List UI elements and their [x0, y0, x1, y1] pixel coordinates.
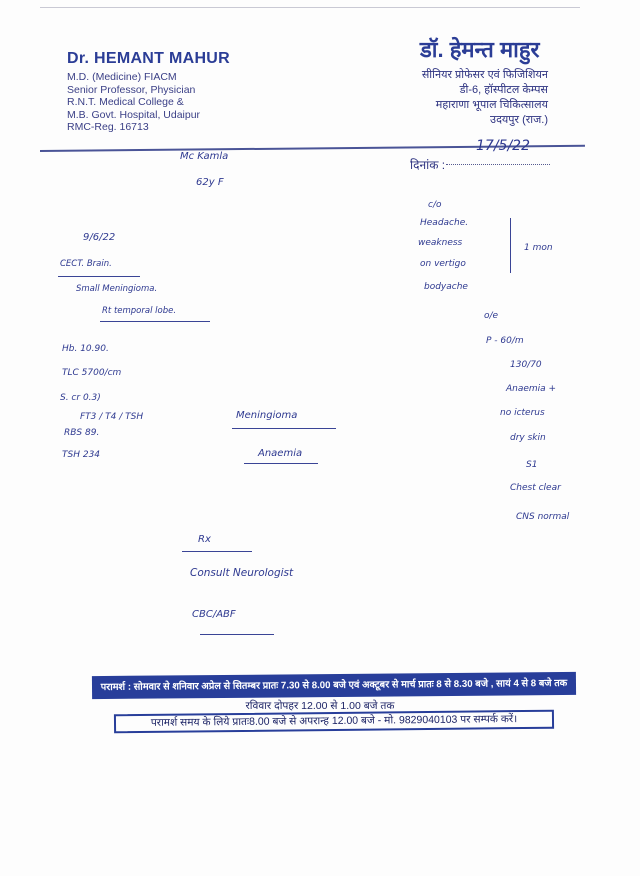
complaint-duration: 1 mon: [524, 243, 553, 253]
complaint-line: on vertigo: [420, 259, 466, 269]
date-dotted-line: [446, 164, 550, 165]
underline: [182, 551, 252, 552]
exam-header: o/e: [484, 311, 499, 321]
underline: [100, 321, 210, 322]
underline: [58, 276, 140, 277]
exam-line: 130/70: [510, 360, 542, 370]
exam-line: S1: [526, 460, 538, 470]
exam-line: Chest clear: [510, 483, 561, 493]
lab-line: FT3 / T4 / TSH: [80, 412, 144, 422]
exam-line: dry skin: [510, 433, 546, 443]
credential-line-hindi: सीनियर प्रोफेसर एवं फिजिशियन: [421, 69, 548, 81]
exam-line: P - 60/m: [486, 336, 524, 346]
patient-name: Mc Kamla: [180, 151, 229, 162]
history-line: Small Meningioma.: [76, 284, 158, 294]
consultation-hours-banner: परामर्श : सोमवार से शनिवार अप्रेल से सितम्बर प्रातः 7.30 से 8.00 बजे एवं अक्टूबर से मार्च प्रातः 8 से 8.30 बजे , सायं 4 से 8 बजे तक: [92, 672, 576, 699]
lab-line: RBS 89.: [64, 428, 100, 438]
credential-line: Senior Professor, Physician: [67, 83, 196, 96]
credential-line-hindi: महाराणा भूपाल चिकित्सालय: [435, 99, 548, 111]
complaint-line: weakness: [418, 238, 463, 248]
advice-line: Consult Neurologist: [190, 567, 294, 579]
advice-line: CBC/ABF: [192, 609, 236, 620]
credential-line: M.B. Govt. Hospital, Udaipur: [67, 108, 201, 121]
credential-line-hindi: उदयपुर (राज.): [490, 114, 548, 126]
lab-line: TLC 5700/cm: [62, 368, 122, 378]
prescription-date: 17/5/22: [476, 138, 530, 154]
advice-header: Rx: [198, 534, 211, 545]
underline: [232, 428, 336, 429]
credential-line: R.N.T. Medical College &: [67, 96, 184, 108]
top-edge-line: [40, 7, 580, 8]
credential-line: RMC-Reg. 16713: [67, 121, 149, 133]
diagnosis-line: Anaemia: [258, 448, 303, 459]
underline: [200, 634, 274, 635]
credentials-hindi: [422, 68, 548, 128]
lab-line: S. cr 0.3): [60, 393, 101, 403]
complaint-line: Headache.: [420, 218, 469, 228]
doctor-name-english: Dr. HEMANT MAHUR: [67, 50, 231, 67]
doctor-name-hindi: डॉ. हेमन्त माहुर: [420, 37, 540, 62]
history-line: 9/6/22: [83, 232, 116, 243]
date-label: दिनांक :: [410, 158, 446, 172]
exam-line: CNS normal: [516, 512, 570, 522]
credentials-english: [67, 71, 200, 134]
history-line: CECT. Brain.: [60, 259, 112, 269]
exam-line: no icterus: [500, 408, 545, 418]
contact-box: परामर्श समय के लिये प्रातः8.00 बजे से अपरान्ह 12.00 बजे - मो. 9829040103 पर सम्पर्क करें।: [114, 710, 554, 734]
credential-line-hindi: डी-6, हॉस्पीटल केम्पस: [459, 84, 548, 96]
complaint-line: bodyache: [424, 282, 468, 292]
diagnosis-line: Meningioma: [236, 410, 298, 421]
history-line: Rt temporal lobe.: [102, 306, 177, 316]
lab-line: TSH 234: [62, 450, 101, 460]
patient-age: 62y F: [196, 177, 224, 188]
exam-line: Anaemia +: [506, 384, 557, 394]
complaints-header: c/o: [428, 200, 442, 210]
credential-line: M.D. (Medicine) FIACM: [67, 71, 177, 83]
underline: [244, 463, 318, 464]
lab-line: Hb. 10.90.: [62, 344, 109, 354]
sunday-hours: रविवार दोपहर 12.00 से 1.00 बजे तक: [245, 700, 395, 712]
bracket-line: [510, 218, 511, 273]
